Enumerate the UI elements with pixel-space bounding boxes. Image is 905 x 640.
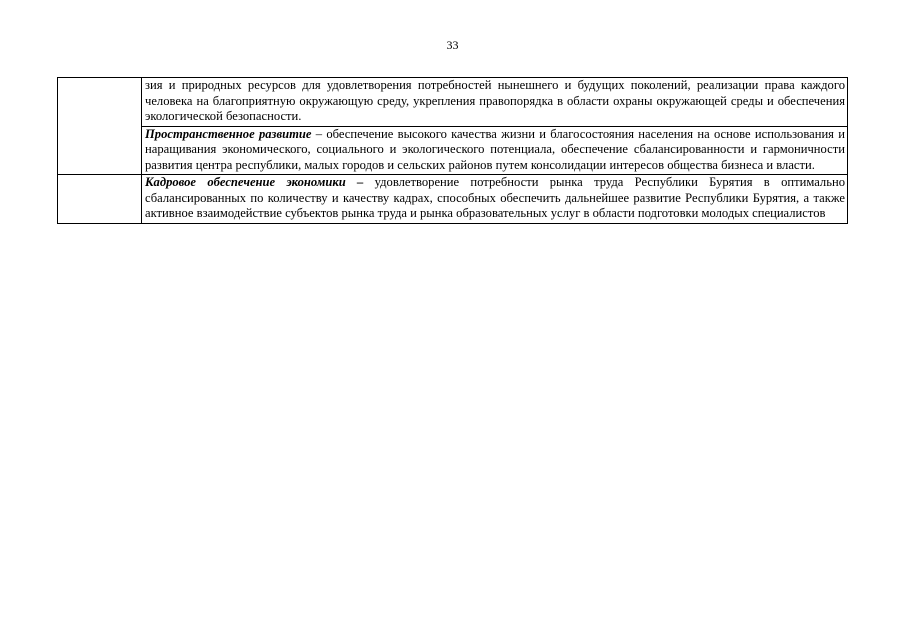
paragraph bbox=[145, 127, 845, 174]
definition-text: – обеспечение высокого качества жизни и благосостояния населения на основе использования и наращивания экономического, социального и экологического потенциала, обеспечение сбалансированности и гармоничности развития центра республики, малых городов и сельских районов путем консолидации интересов общества бизнеса и власти. bbox=[145, 126, 845, 172]
table-cell-content bbox=[142, 126, 848, 175]
table-cell-content bbox=[142, 175, 848, 224]
paragraph bbox=[145, 78, 845, 125]
definition-text: удовлетворение потребности рынка труда Республики Бурятия в оптимально сбалансированных по количеству и качеству кадрах, способных обеспечить дальнейшее развитие Республики Бурятия, а также активное взаимодействие субъектов рынка труда и рынка образовательных услуг в области подготовки молодых специалистов bbox=[145, 175, 845, 220]
definition-text: зия и природных ресурсов для удовлетворения потребностей нынешнего и будущих поколений, реализации права каждого человека на благоприятную окружающую среду, укрепления правопорядка в области охраны окружающей среды и обеспечения экологической безопасности. bbox=[145, 78, 845, 123]
table-cell-left bbox=[58, 78, 142, 175]
table-row bbox=[58, 126, 848, 175]
paragraph bbox=[145, 175, 845, 222]
table-row bbox=[58, 175, 848, 224]
term-spatial-development: Пространственное развитие bbox=[145, 126, 312, 141]
page-number: 33 bbox=[446, 38, 459, 52]
table-cell-content bbox=[142, 78, 848, 127]
term-staffing: Кадровое обеспечение экономики – bbox=[145, 175, 364, 189]
table-row bbox=[58, 78, 848, 127]
definitions-table bbox=[57, 77, 848, 224]
table-cell-left bbox=[58, 175, 142, 224]
